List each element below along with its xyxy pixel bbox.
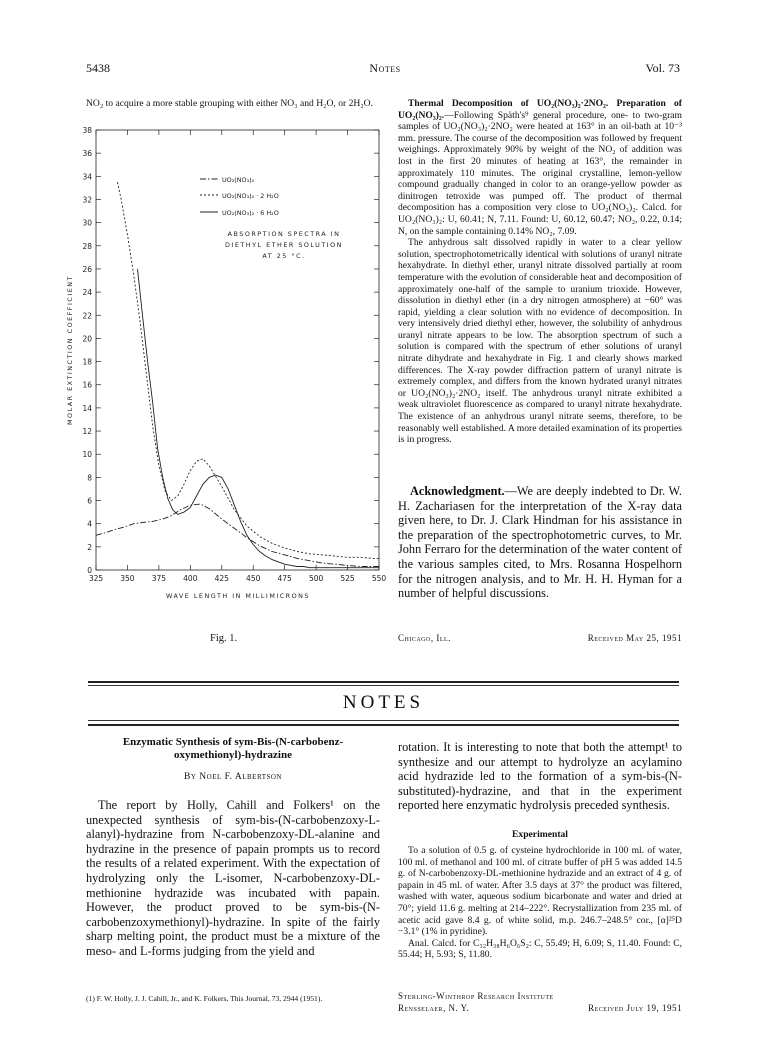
y-tick-label: 36 bbox=[82, 149, 92, 159]
acknowledgment bbox=[398, 484, 682, 601]
annotation-line-1: ABSORPTION SPECTRA IN bbox=[227, 230, 341, 238]
x-tick-label: 350 bbox=[120, 574, 135, 583]
thermal-paragraph: —Following Späth's⁹ general procedure, one- to two-gram samples of UO₂(NO₃)₂·2NO₂ were heated at 163° in an oil-bath at 10⁻³ mm. pressure. The course of the decomposition was followed by frequent weighings. Approximately 90% by weight of the NO₂ of addition was lost in the first 20 minutes of heating at 163°, the remainder in approximately 110 minutes. The original crystalline, lemon-yellow compound gradually changed in color to an orange-yellow powder as dinitrogen tetroxide was pumped off. The product of thermal decomposition has a composition very close to UO₂(NO₃)₂. Calcd. for UO₂(NO₃)₂: U, 60.41; N, 7.11. Found: U, 60.12, 60.47; NO₂, 0.22, 0.14; N, on the sample containing 0.14% NO₂, 7.09. bbox=[398, 109, 682, 237]
anhydrous-paragraph: The anhydrous salt dissolved rapidly in water to a clear yellow solution, spectrophotometrically identical with solutions of uranyl nitrate hexahydrate. In diethyl ether, uranyl nitrate dissolved partially at room temperature with the evolution of considerable heat and decomposition of approximately one-half of the sample to uranium trioxide. However, dissolution in diethyl ether (in a dry nitrogen atmosphere) at −60° was rapid, yielding a clear solution with no evidence of decomposition. In very intensively dried diethyl ether, however, the solubility of anhydrous uranyl nitrate appears to be low. The absorption spectrum of such a solution is compared with the spectrum of ether solutions of uranyl nitrate dihydrate and hexahydrate in Fig. 1 and clearly shows marked differences. The X-ray powder diffraction pattern of uranyl nitrate is extremely complex, and differs from the known hydrated uranyl nitrates or UO₂(NO₃)₂·2NO₂ itself. The anhydrous uranyl nitrate exhibited a weak ultraviolet fluorescence as compared to uranyl nitrate hexahydrate. The existence of an anhydrous uranyl nitrate seems, therefore, to be reasonably well established. A more detailed examination of its properties is in progress. bbox=[398, 237, 682, 446]
y-tick-label: 4 bbox=[87, 519, 92, 529]
experimental-section bbox=[398, 845, 682, 961]
received-date-2: Received July 19, 1951 bbox=[588, 1003, 682, 1013]
article-body-left bbox=[86, 798, 380, 959]
section-rule-bottom bbox=[88, 720, 679, 721]
article-paragraph-2: rotation. It is interesting to note that both the attempt¹ to synthesize and our attempt to hydrolyze an acylamino acid hydrazide led to the formation of a sym-bis-(N-substituted)-hydrazine, and that in the experiment reported here enzymatic hydrolysis preceded synthesis. bbox=[398, 740, 682, 813]
x-tick-label: 550 bbox=[371, 574, 387, 583]
legend-label-anhydrous: UO₂(NO₃)₂ bbox=[222, 176, 255, 184]
section-rule-top-thin bbox=[88, 685, 679, 686]
annotation-line-2: DIETHYL ETHER SOLUTION bbox=[225, 241, 343, 249]
section-rule-top bbox=[88, 681, 679, 683]
x-tick-label: 325 bbox=[88, 574, 104, 583]
x-tick-label: 500 bbox=[308, 574, 324, 583]
y-tick-label: 34 bbox=[82, 172, 92, 182]
page-number: 5438 bbox=[86, 61, 110, 75]
x-axis-label: WAVE LENGTH IN MILLIMICRONS bbox=[166, 592, 310, 600]
y-tick-label: 18 bbox=[82, 357, 92, 367]
article-body-right bbox=[398, 740, 682, 813]
y-tick-label: 16 bbox=[82, 380, 92, 390]
y-tick-label: 32 bbox=[82, 195, 92, 205]
running-head: Notes bbox=[369, 61, 401, 75]
analysis-paragraph: Anal. Calcd. for C₃₂H₃₈H₆O₆S₂: C, 55.49; H, 6.09; S, 11.40. Found: C, 55.44; H, 5.93; S, 11.80. bbox=[398, 937, 682, 961]
series-line-2 bbox=[117, 182, 379, 558]
annotation-line-3: AT 25 °C. bbox=[262, 252, 306, 260]
acknowledgment-heading: Acknowledgment. bbox=[410, 484, 505, 498]
volume-label: Vol. 73 bbox=[645, 61, 680, 75]
y-tick-label: 14 bbox=[82, 403, 92, 413]
article-paragraph-1: The report by Holly, Cahill and Folkers¹ on the unexpected synthesis of sym-bis-(N-carbobenzoxy-L-alanyl)-hydrazine from N-carbobenzoxy-DL-alanine and hydrazine in the presence of papain prompts us to record the results of a related experiment. With the expectation of hydrolyzing only the L-isomer, N-carbobenzoxy-DL-methionine hydrazide was incubated with papain. However, the product proved to be sym-bis-(N-carbobenzoxymethionyl)-hydrazine. In spite of the fairly sharp melting point, the product must be a mixture of the meso- and L-forms judging from the yield and bbox=[86, 798, 380, 958]
affiliation-place: Chicago, Ill. bbox=[398, 633, 451, 643]
article-title bbox=[86, 736, 380, 762]
series-lines bbox=[96, 182, 379, 568]
x-tick-label: 400 bbox=[183, 574, 198, 583]
section-heading-thermal: Thermal Decomposition of UO₂(NO₃)₂·2NO₂. Preparation of UO₂(NO₃)₂. bbox=[398, 98, 682, 121]
figure-caption: Fig. 1. bbox=[210, 633, 238, 644]
article-title-line-2: oxymethionyl)-hydrazine bbox=[174, 749, 292, 761]
y-axis-label: MOLAR EXTINCTION COEFFICIENT bbox=[66, 275, 74, 425]
x-tick-label: 525 bbox=[340, 574, 355, 583]
byline: By Noel F. Albertson bbox=[184, 772, 282, 782]
y-tick-label: 6 bbox=[87, 496, 92, 506]
legend-label-hexahydrate: UO₂(NO₃)₂ · 6 H₂O bbox=[222, 209, 279, 217]
y-tick-label: 24 bbox=[82, 288, 92, 298]
acknowledgment-text: —We are deeply indebted to Dr. W. H. Zachariasen for the interpretation of the X-ray data given here, to Dr. J. Clark Hindman for his assistance in the preparation of the spectrophotometric curves, to Mr. John Ferraro for the determination of the water content of the various samples cited, to Mrs. Rosanna Hospelhorn for the nitrogen analysis, and to Mr. H. H. Hyman for a number of helpful discussions. bbox=[398, 484, 682, 601]
experimental-paragraph: To a solution of 0.5 g. of cysteine hydrochloride in 100 ml. of water, 100 ml. of methanol and 100 ml. of citrate buffer of pH 5 was added 14.5 g. of N-carbobenzoxy-DL-methionine hydrazide and an extract of 4 g. of papain in 45 ml. of water. After 3.5 days at 37° the product was filtered, washed with water, aqueous sodium bicarbonate and water and dried at 70°; yield 11.6 g. melting at 214–222°. Recrystallization from 235 ml. of acetic acid gave 8.4 g. of white solid, m.p. 246.7–248.5° cor., [α]²⁵D −3.1° (1% in pyridine). bbox=[398, 845, 682, 938]
y-tick-label: 10 bbox=[82, 450, 92, 460]
y-tick-label: 12 bbox=[82, 427, 92, 437]
y-tick-label: 20 bbox=[82, 334, 92, 344]
series-line-3 bbox=[138, 269, 380, 568]
intro-text bbox=[86, 98, 380, 110]
x-tick-label: 425 bbox=[214, 574, 229, 583]
y-tick-label: 26 bbox=[82, 264, 92, 274]
x-tick-label: 450 bbox=[246, 574, 261, 583]
y-tick-label: 2 bbox=[87, 542, 92, 552]
institution-name: Sterling-Winthrop Research Institute bbox=[398, 991, 554, 1001]
absorption-spectra-figure bbox=[58, 124, 388, 620]
y-tick-label: 8 bbox=[87, 473, 92, 483]
y-tick-label: 30 bbox=[82, 218, 92, 228]
y-tick-label: 0 bbox=[87, 566, 92, 575]
section-rule-bottom-thick bbox=[88, 724, 679, 726]
article-title-line-1: Enzymatic Synthesis of sym-Bis-(N-carbobenz- bbox=[122, 736, 344, 748]
institution-location: Rensselaer, N. Y. bbox=[398, 1003, 470, 1013]
right-column-top bbox=[398, 98, 682, 446]
x-tick-label: 375 bbox=[151, 574, 167, 583]
y-tick-label: 28 bbox=[82, 241, 92, 251]
notes-title: NOTES bbox=[342, 692, 425, 713]
x-tick-label: 475 bbox=[277, 574, 292, 583]
legend bbox=[200, 176, 343, 260]
received-date: Received May 25, 1951 bbox=[587, 633, 682, 643]
y-tick-label: 38 bbox=[82, 126, 92, 135]
experimental-heading: Experimental bbox=[512, 829, 568, 840]
footnote-1: (1) F. W. Holly, J. J. Cahill, Jr., and K. Folkers, This Journal, 73, 2944 (1951). bbox=[86, 994, 323, 1003]
intro-paragraph: NO₂ to acquire a more stable grouping with either NO₃ and H₂O, or 2H₂O. bbox=[86, 98, 373, 109]
y-tick-label: 22 bbox=[82, 311, 92, 321]
legend-label-dihydrate: UO₂(NO₃)₂ · 2 H₂O bbox=[222, 192, 279, 200]
